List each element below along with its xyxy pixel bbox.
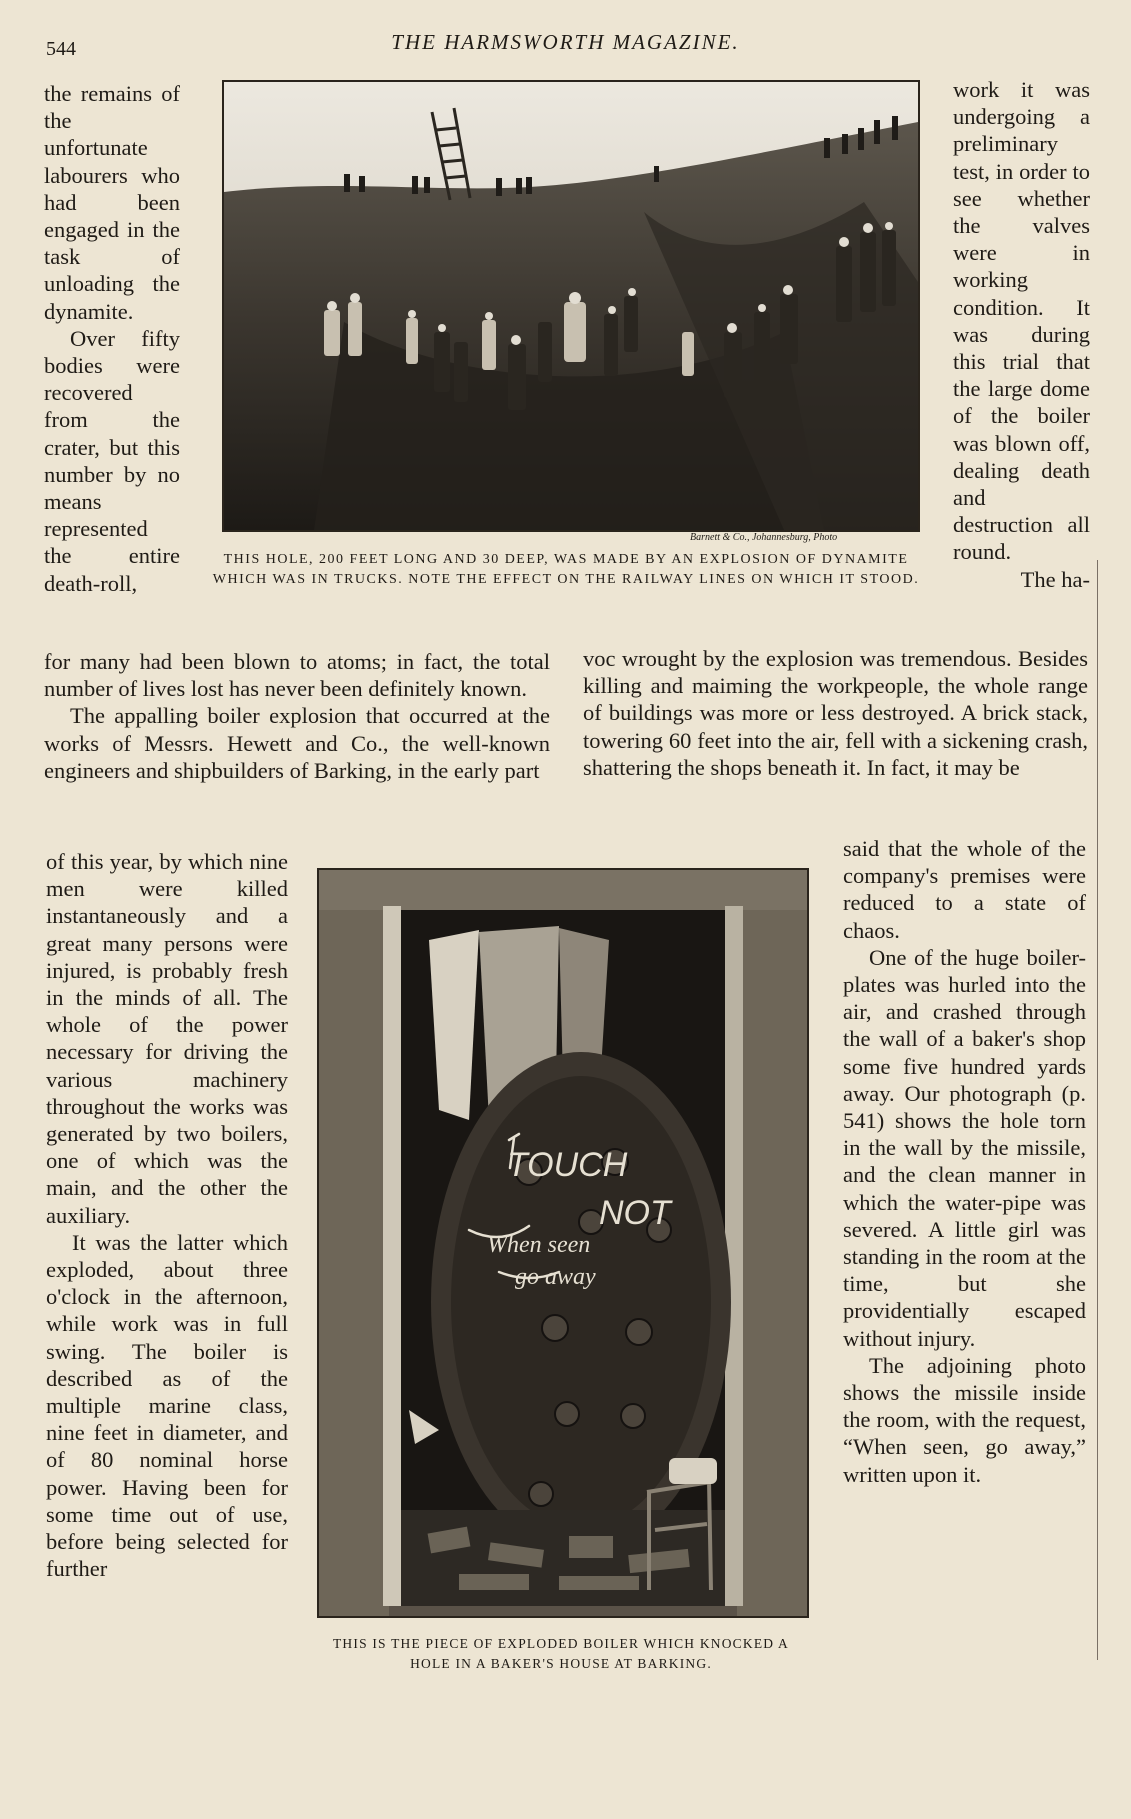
paragraph: The appalling boiler explosion that occurred at the works of Messrs. Hewett and Co., the well-known engineers and shipbuilders of Barking, in the early part [44,703,550,783]
page-edge-rule [1097,560,1098,1660]
paragraph: of this year, by which nine men were killed instantaneously and a great many persons were injured, is probably fresh in the minds of all. The whole of the power necessary for driving the various machinery throughout the works was generated by two boilers, one of which was the main, and the other the auxiliary. [46,849,288,1228]
paragraph: One of the huge boiler-plates was hurled into the air, and crashed through the wall of a baker's shop some five hundred yards away. Our photograph (p. 541) shows the hole torn in the wall by the missile, and the clean manner in which the water-pipe was severed. A little girl was standing in the room at the time, but she providentially escaped without injury. [843,944,1086,1351]
text-right-mid [583,645,1088,781]
paragraph: work it was undergoing a preliminary test, in order to see whether the valves were in working condition. It was during this trial that the large dome of the boiler was blown off, dealing death and destruction all round. [953,77,1090,565]
paragraph: The adjoining photo shows the missile inside the room, with the request, “When seen, go away,” written upon it. [843,1352,1086,1487]
crater-photo-image [224,82,918,530]
paragraph: for many had been blown to atoms; in fact, the total number of lives lost has never been definitely known. [44,649,550,702]
text-right-bottom [843,835,1086,1488]
crater-photo [222,80,920,532]
boiler-photo [317,868,809,1618]
boiler-photo-image [319,870,807,1616]
chalk-text-when-seen: When seen [487,1232,591,1258]
crater-caption: THIS HOLE, 200 FEET LONG AND 30 DEEP, WAS MADE BY AN EXPLOSION OF DYNAMITE WHICH WAS IN TRUCKS. NOTE THE EFFECT ON THE RAILWAY LINES ON WHICH IT STOOD. [212,552,920,587]
boiler-caption: THIS IS THE PIECE OF EXPLODED BOILER WHICH KNOCKED A HOLE IN A BAKER'S HOUSE AT BARKING. [332,1636,790,1671]
paragraph: said that the whole of the company's premises were reduced to a state of chaos. [843,836,1086,943]
paragraph: the remains of the unfortunate labourers who had been engaged in the task of unloading the dynamite. [44,81,180,324]
photo-credit: Barnett & Co., Johannesburg, Photo [690,532,838,543]
running-title: THE HARMSWORTH MAGAZINE. [391,30,740,54]
text-left-bottom [46,848,288,1582]
text-left-mid [44,648,550,784]
text-right-top [953,76,1090,593]
chalk-text-touch: TOUCH [507,1146,628,1184]
text-left-top [44,80,180,597]
paragraph: The ha- [1020,566,1090,592]
chalk-text-go-away: go away [515,1264,596,1290]
paragraph: Over fifty bodies were recovered from the crater, but this number by no means represented the entire death-roll, [44,325,180,596]
page-number: 544 [46,38,76,60]
page-header [0,24,1131,64]
paragraph: voc wrought by the explosion was tremendous. Besides killing and maiming the workpeople, the whole range of buildings was more or less destroyed. A brick stack, towering 60 feet into the air, fell with a sickening crash, shattering the shops beneath it. In fact, it may be [583,646,1088,780]
paragraph: It was the latter which exploded, about three o'clock in the afternoon, while work was in full swing. The boiler is described as of the multiple marine class, nine feet in diameter, and of 80 nominal horse power. Having been for some time out of use, before being selected for further [46,1229,288,1582]
chalk-text-not: NOT [599,1194,671,1232]
